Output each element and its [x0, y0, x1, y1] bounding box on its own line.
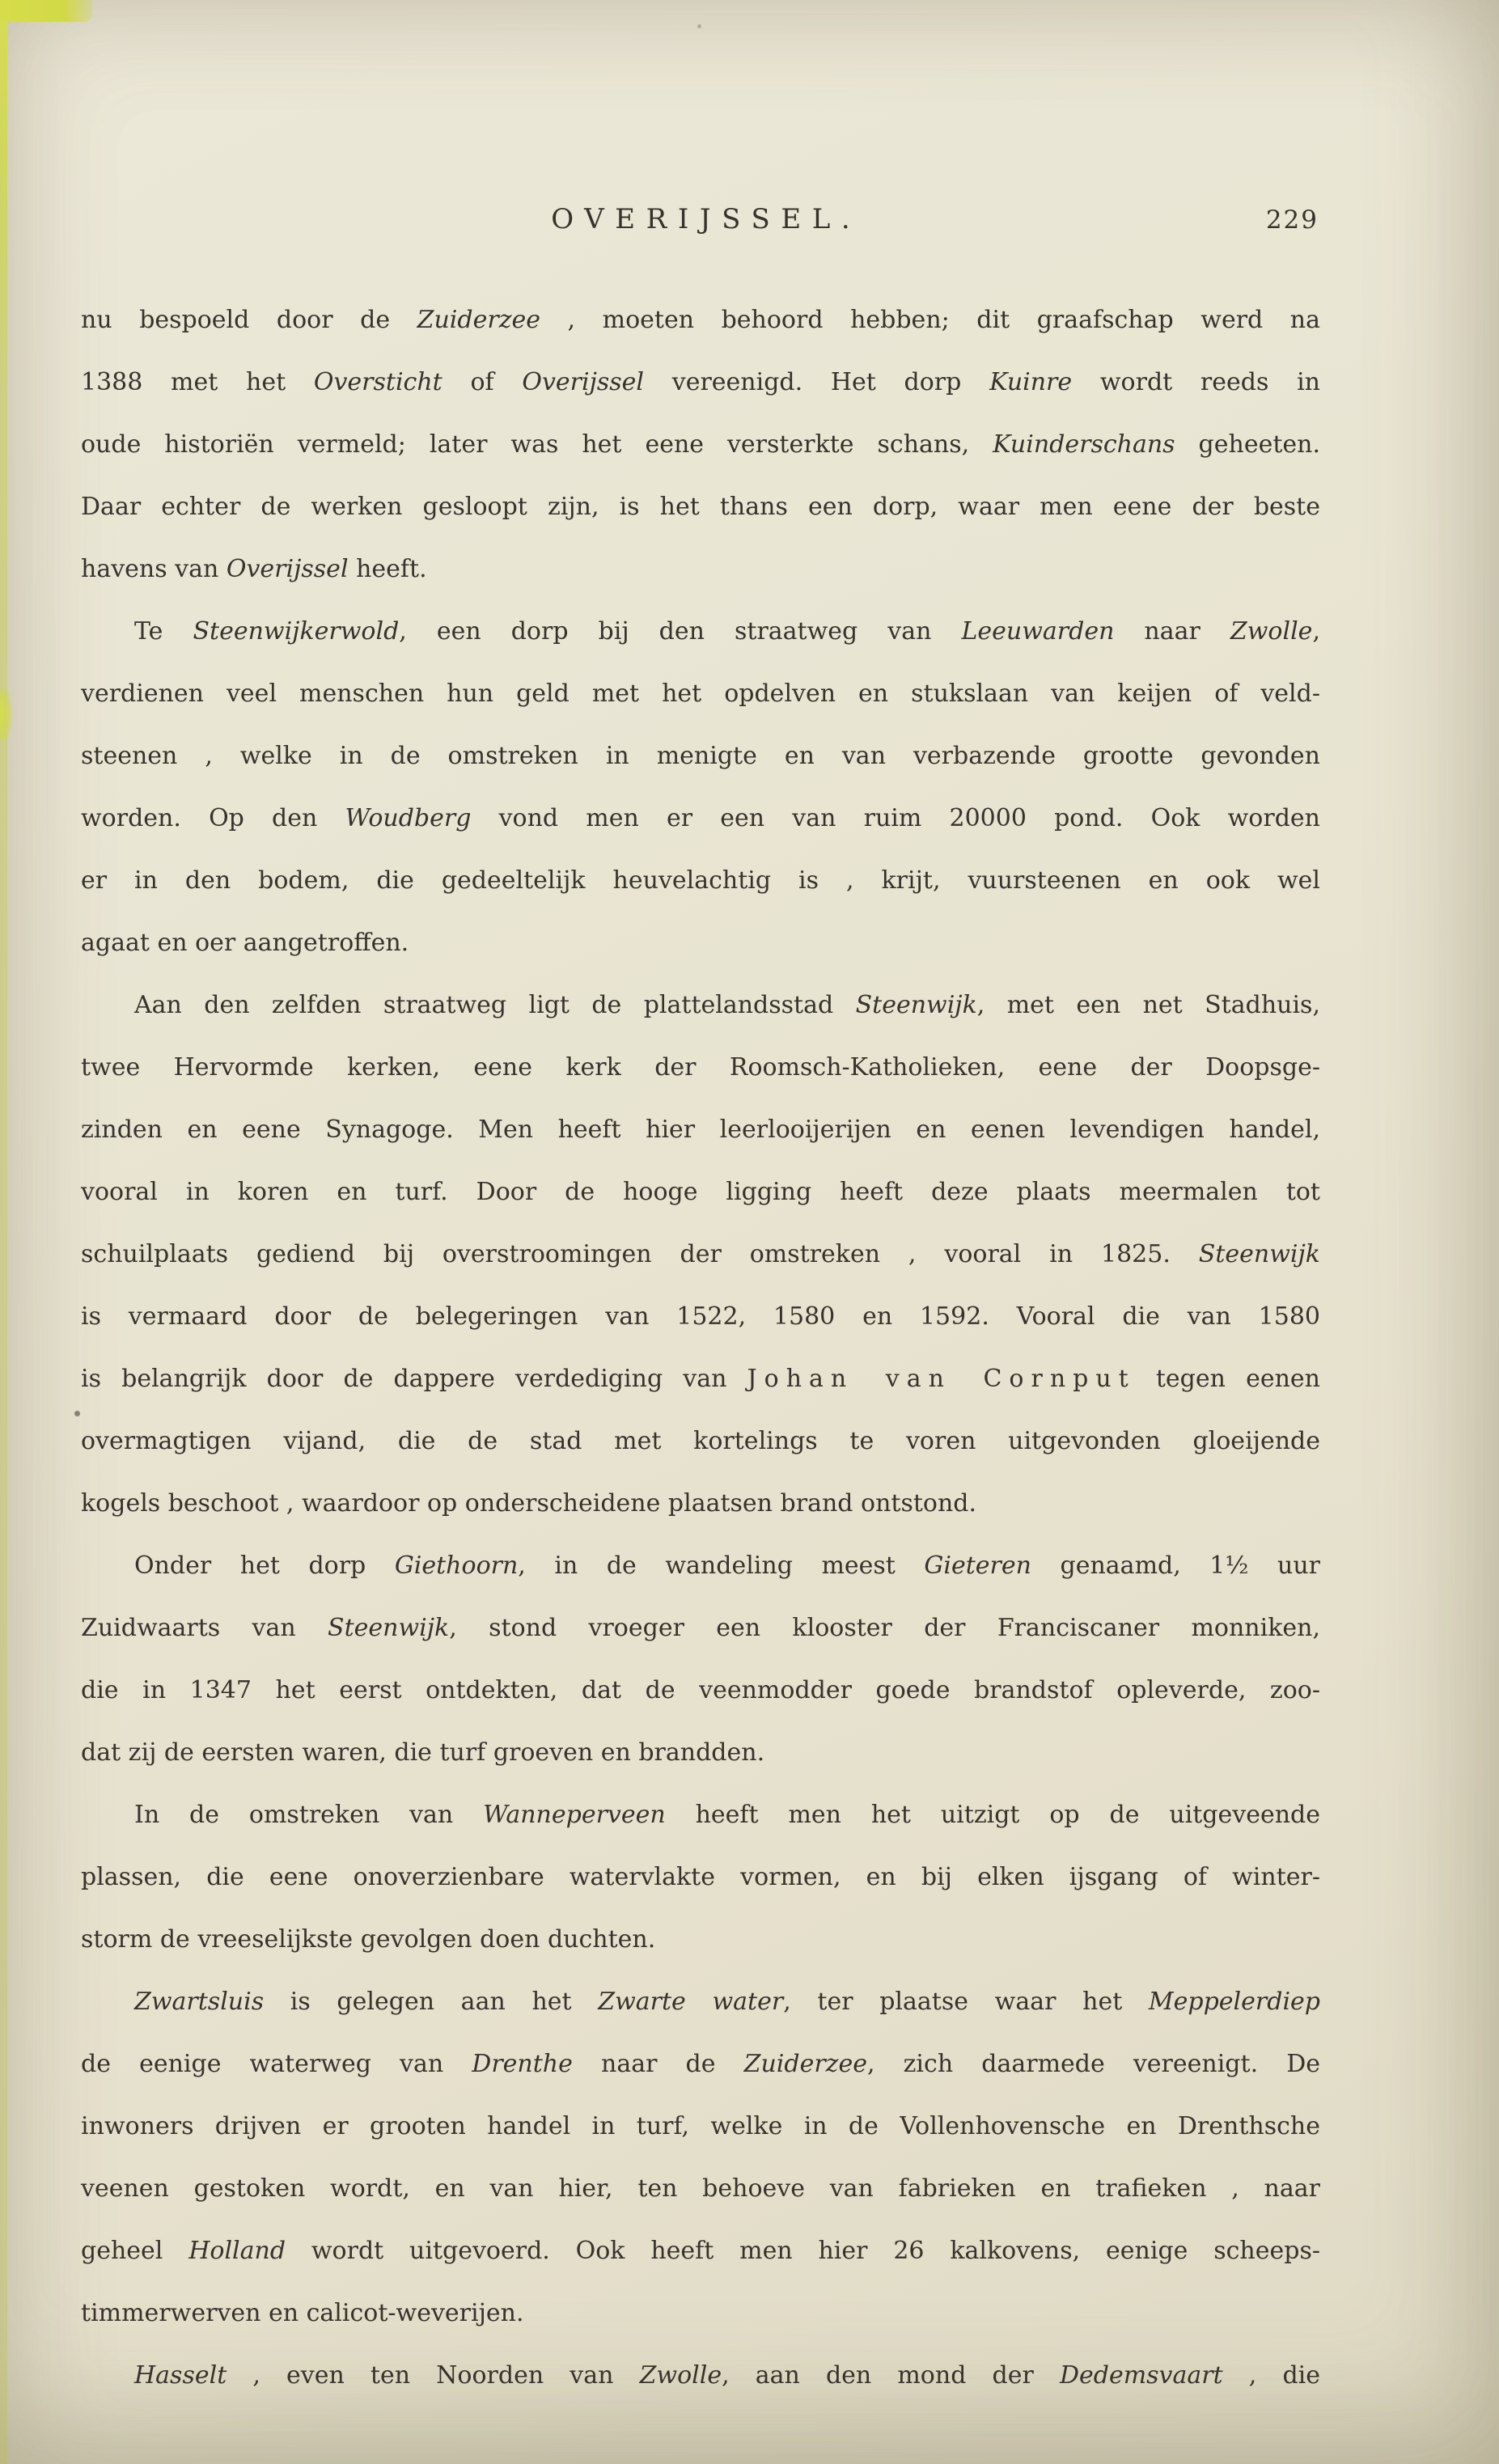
page-header: [81, 202, 1320, 236]
text-line: [81, 1971, 1320, 2033]
text-run: , die: [1222, 2361, 1320, 2390]
text-run: heeft.: [348, 555, 427, 583]
text-line: [81, 1721, 1320, 1784]
italic-run: Steenwijk: [328, 1614, 450, 1642]
text-line: [81, 1161, 1320, 1223]
italic-run: Steenwijk: [855, 991, 977, 1019]
text-run: ,: [1312, 617, 1320, 646]
text-run: dat zij de eersten waren, die turf groeven en brandden.: [81, 1738, 765, 1767]
text-run: 1388 met het: [81, 368, 314, 396]
text-line: [81, 1908, 1320, 1971]
text-run: timmerwerven en calicot-weverijen.: [81, 2299, 524, 2327]
italic-run: Overijssel: [522, 368, 645, 396]
letterspaced-run: Johan van Cornput: [747, 1365, 1136, 1393]
scan-edge-blob: [0, 689, 11, 739]
text-block: [81, 289, 1320, 2407]
text-run: , stond vroeger een klooster der Franciscaner monniken,: [449, 1614, 1320, 1642]
page-number: 229: [1265, 205, 1319, 235]
text-line: [81, 1410, 1320, 1472]
text-run: In de omstreken van: [134, 1801, 484, 1829]
text-line: [81, 663, 1320, 725]
page-content: [81, 0, 1320, 2407]
text-run: agaat en oer aangetroffen.: [81, 929, 409, 957]
text-run: , aan den mond der: [722, 2361, 1060, 2390]
italic-run: Steenwijk: [1198, 1240, 1320, 1268]
text-run: zinden en eene Synagoge. Men heeft hier leerlooijerijen en eenen levendigen handel,: [81, 1116, 1320, 1144]
text-line: [81, 725, 1320, 787]
text-run: Zuidwaarts van: [81, 1614, 328, 1642]
italic-run: Dedemsvaart: [1059, 2361, 1223, 2390]
text-run: havens van: [81, 555, 227, 583]
text-run: steenen , welke in de omstreken in menigte en van verbazende grootte gevonden: [81, 742, 1320, 770]
text-line: [81, 2157, 1320, 2220]
text-run: naar de: [572, 2050, 744, 2078]
text-line: [81, 289, 1320, 351]
text-line: [81, 1223, 1320, 1285]
italic-run: Steenwijkerwold: [193, 617, 400, 646]
text-run: genaamd, 1½ uur: [1031, 1552, 1321, 1580]
text-run: schuilplaats gediend bij overstroomingen der omstreken , vooral in 1825.: [81, 1240, 1199, 1268]
italic-run: Overijssel: [226, 555, 349, 583]
text-run: er in den bodem, die gedeeltelijk heuvelachtig is , krijt, vuursteenen en ook wel: [81, 866, 1320, 895]
text-run: twee Hervormde kerken, eene kerk der Roomsch-Katholieken, eene der Doopsge-: [81, 1053, 1320, 1082]
text-line: [81, 351, 1320, 413]
text-line: [81, 413, 1320, 476]
text-line: [81, 2033, 1320, 2095]
italic-run: Drenthe: [472, 2050, 573, 2078]
text-line: [81, 787, 1320, 849]
text-run: , moeten behoord hebben; dit graafschap werd na: [540, 306, 1320, 334]
text-run: Te: [134, 617, 193, 646]
scan-speck: [74, 1411, 80, 1416]
text-run: plassen, die eene onoverzienbare watervlakte vormen, en bij elken ijsgang of winter-: [81, 1863, 1320, 1891]
text-run: is belangrijk door de dappere verdediging van: [81, 1365, 747, 1393]
text-run: worden. Op den: [81, 804, 345, 832]
text-run: nu bespoeld door de: [81, 306, 417, 334]
text-line: [81, 1099, 1320, 1161]
text-line: [81, 2220, 1320, 2282]
italic-run: Zwartsluis: [134, 1988, 265, 2016]
text-run: vond men er een van ruim 20000 pond. Ook worden: [471, 804, 1320, 832]
text-run: Aan den zelfden straatweg ligt de plattelandsstad: [134, 991, 856, 1019]
text-run: Onder het dorp: [134, 1552, 395, 1580]
italic-run: Oversticht: [313, 368, 443, 396]
italic-run: Zwarte water: [598, 1988, 784, 2016]
page-title: OVERIJSSEL.: [551, 203, 862, 235]
text-run: inwoners drijven er grooten handel in turf, welke in de Vollenhovensche en Drenthsche: [81, 2112, 1320, 2140]
text-run: storm de vreeselijkste gevolgen doen duchten.: [81, 1925, 656, 1954]
italic-run: Zwolle: [639, 2361, 722, 2390]
italic-run: Giethoorn: [394, 1552, 519, 1580]
text-line: [81, 1535, 1320, 1597]
text-run: de eenige waterweg van: [81, 2050, 472, 2078]
italic-run: Kuinderschans: [993, 430, 1175, 459]
italic-run: Kuinre: [989, 368, 1073, 396]
text-line: [81, 476, 1320, 538]
text-line: [81, 1846, 1320, 1908]
text-line: [81, 974, 1320, 1036]
text-run: , met een net Stadhuis,: [976, 991, 1320, 1019]
italic-run: Zuiderzee: [743, 2050, 867, 2078]
text-line: [81, 912, 1320, 974]
italic-run: Woudberg: [345, 804, 472, 832]
text-run: tegen eenen: [1135, 1365, 1321, 1393]
text-run: is vermaard door de belegeringen van 1522, 1580 en 1592. Vooral die van 1580: [81, 1302, 1320, 1331]
italic-run: Meppelerdiep: [1148, 1988, 1321, 2016]
text-run: verdienen veel menschen hun geld met het opdelven en stukslaan van keijen of veld-: [81, 680, 1320, 708]
text-run: kogels beschoot , waardoor op onderscheidene plaatsen brand ontstond.: [81, 1489, 977, 1518]
text-run: geheel: [81, 2237, 189, 2265]
text-line: [81, 2282, 1320, 2344]
text-run: vooral in koren en turf. Door de hooge ligging heeft deze plaats meermalen tot: [81, 1178, 1320, 1206]
text-line: [81, 2095, 1320, 2157]
text-line: [81, 1597, 1320, 1659]
text-line: [81, 849, 1320, 912]
text-run: geheeten.: [1175, 430, 1320, 459]
text-run: , in de wandeling meest: [518, 1552, 925, 1580]
text-line: [81, 1659, 1320, 1721]
text-run: veenen gestoken wordt, en van hier, ten behoeve van fabrieken en trafieken , naar: [81, 2174, 1320, 2203]
italic-run: Gieteren: [924, 1552, 1031, 1580]
text-line: [81, 600, 1320, 663]
italic-run: Zwolle: [1230, 617, 1313, 646]
text-run: , een dorp bij den straatweg van: [399, 617, 962, 646]
scan-edge-strip: [0, 0, 7, 2464]
text-run: , zich daarmede vereenigt. De: [866, 2050, 1321, 2078]
text-line: [81, 1348, 1320, 1410]
text-run: overmagtigen vijand, die de stad met kortelings te voren uitgevonden gloeijende: [81, 1427, 1320, 1455]
italic-run: Leeuwarden: [961, 617, 1115, 646]
text-run: naar: [1114, 617, 1230, 646]
text-run: is gelegen aan het: [264, 1988, 599, 2016]
text-run: Daar echter de werken gesloopt zijn, is het thans een dorp, waar men eene der beste: [81, 493, 1320, 521]
italic-run: Wanneperveen: [483, 1801, 666, 1829]
text-line: [81, 2344, 1320, 2407]
italic-run: Holland: [188, 2237, 286, 2265]
text-run: wordt uitgevoerd. Ook heeft men hier 26 kalkovens, eenige scheeps-: [286, 2237, 1320, 2265]
text-line: [81, 1036, 1320, 1099]
text-run: of: [442, 368, 523, 396]
text-line: [81, 1285, 1320, 1348]
text-run: vereenigd. Het dorp: [644, 368, 990, 396]
text-line: [81, 538, 1320, 600]
text-run: , ter plaatse waar het: [783, 1988, 1149, 2016]
text-run: die in 1347 het eerst ontdekten, dat de veenmodder goede brandstof opleverde, zoo-: [81, 1676, 1320, 1704]
text-run: heeft men het uitzigt op de uitgeveende: [665, 1801, 1320, 1829]
italic-run: Zuiderzee: [417, 306, 541, 334]
scan-corner-artifact: [0, 0, 92, 22]
text-line: [81, 1784, 1320, 1846]
text-line: [81, 1472, 1320, 1535]
italic-run: Hasselt: [134, 2361, 227, 2390]
text-run: , even ten Noorden van: [227, 2361, 640, 2390]
text-run: wordt reeds in: [1072, 368, 1320, 396]
text-run: oude historiën vermeld; later was het eene versterkte schans,: [81, 430, 993, 459]
